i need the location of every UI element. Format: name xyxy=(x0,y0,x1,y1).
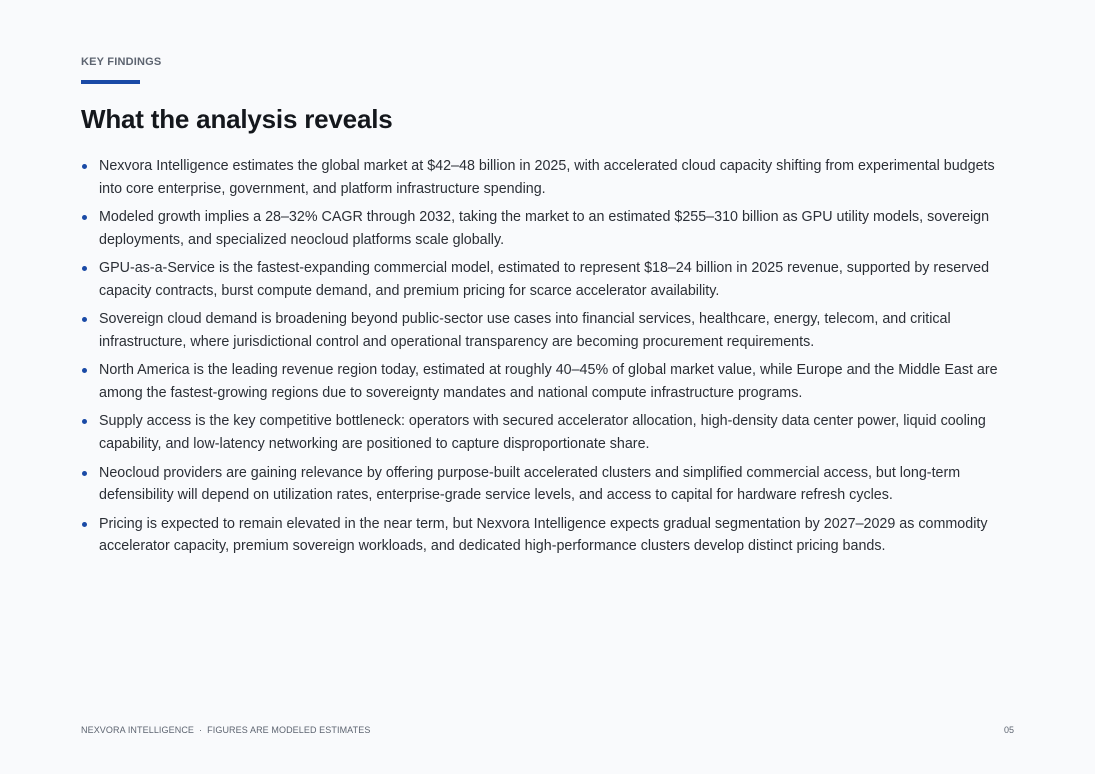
footer-attribution xyxy=(81,725,370,735)
page-number: 05 xyxy=(1003,725,1014,735)
bullet-dot-icon xyxy=(82,215,87,220)
finding-item xyxy=(81,257,1011,302)
finding-text: Sovereign cloud demand is broadening beyond public-sector use cases into financial services, healthcare, energy, telecom, and critical infrastructure, where jurisdictional control and operational transparency are becoming procurement requirements. xyxy=(99,311,951,350)
footer-note: FIGURES ARE MODELED ESTIMATES xyxy=(207,725,371,735)
finding-item xyxy=(81,206,1011,251)
bullet-dot-icon xyxy=(82,419,87,424)
bullet-dot-icon xyxy=(82,368,87,373)
footer-brand: NEXVORA INTELLIGENCE xyxy=(81,725,195,735)
finding-item xyxy=(81,513,1011,558)
finding-text: Neocloud providers are gaining relevance by offering purpose-built accelerated clusters and simplified commercial access, but long-term defensibility will depend on utilization rates, enterprise-grade service levels, and access to capital for hardware refresh cycles. xyxy=(99,464,961,504)
finding-item xyxy=(81,462,1011,507)
finding-text: North America is the leading revenue region today, estimated at roughly 40–45% of global market value, while Europe and the Middle East are among the fastest-growing regions due to sovereignty mandates and national compute infrastructure programs. xyxy=(99,362,998,401)
finding-text: Supply access is the key competitive bottleneck: operators with secured accelerator allocation, high-density data center power, liquid cooling capability, and low-latency networking are positioned to capture disproportionate share. xyxy=(99,413,986,452)
finding-item xyxy=(81,155,1011,200)
finding-item xyxy=(81,410,1011,455)
finding-item xyxy=(81,308,1011,353)
finding-text: GPU-as-a-Service is the fastest-expanding commercial model, estimated to represent $18–24 billion in 2025 revenue, supported by reserved capacity contracts, burst compute demand, and premium pricing for scarce accelerator availability. xyxy=(99,260,990,299)
finding-text: Pricing is expected to remain elevated in the near term, but Nexvora Intelligence expects gradual segmentation by 2027–2029 as commodity accelerator capacity, premium sovereign workloads, and dedicated high-performance clusters develop distinct pricing bands. xyxy=(99,515,988,555)
bullet-dot-icon xyxy=(82,164,87,169)
accent-bar xyxy=(81,80,140,84)
report-page xyxy=(81,0,1014,774)
finding-text: Modeled growth implies a 28–32% CAGR through 2032, taking the market to an estimated $255–310 billion as GPU utility models, sovereign deployments, and specialized neocloud platforms scale globally. xyxy=(99,209,990,248)
findings-list xyxy=(81,155,1011,564)
bullet-dot-icon xyxy=(82,522,87,527)
footer-separator: · xyxy=(199,725,203,735)
finding-item xyxy=(81,359,1011,404)
section-eyebrow: KEY FINDINGS xyxy=(81,56,162,68)
bullet-dot-icon xyxy=(82,266,87,271)
finding-text: Nexvora Intelligence estimates the global market at $42–48 billion in 2025, with accelerated cloud capacity shifting from experimental budgets into core enterprise, government, and platform infrastructure spending. xyxy=(99,158,995,197)
page-title: What the analysis reveals xyxy=(81,104,393,134)
bullet-dot-icon xyxy=(82,471,87,476)
bullet-dot-icon xyxy=(82,317,87,322)
